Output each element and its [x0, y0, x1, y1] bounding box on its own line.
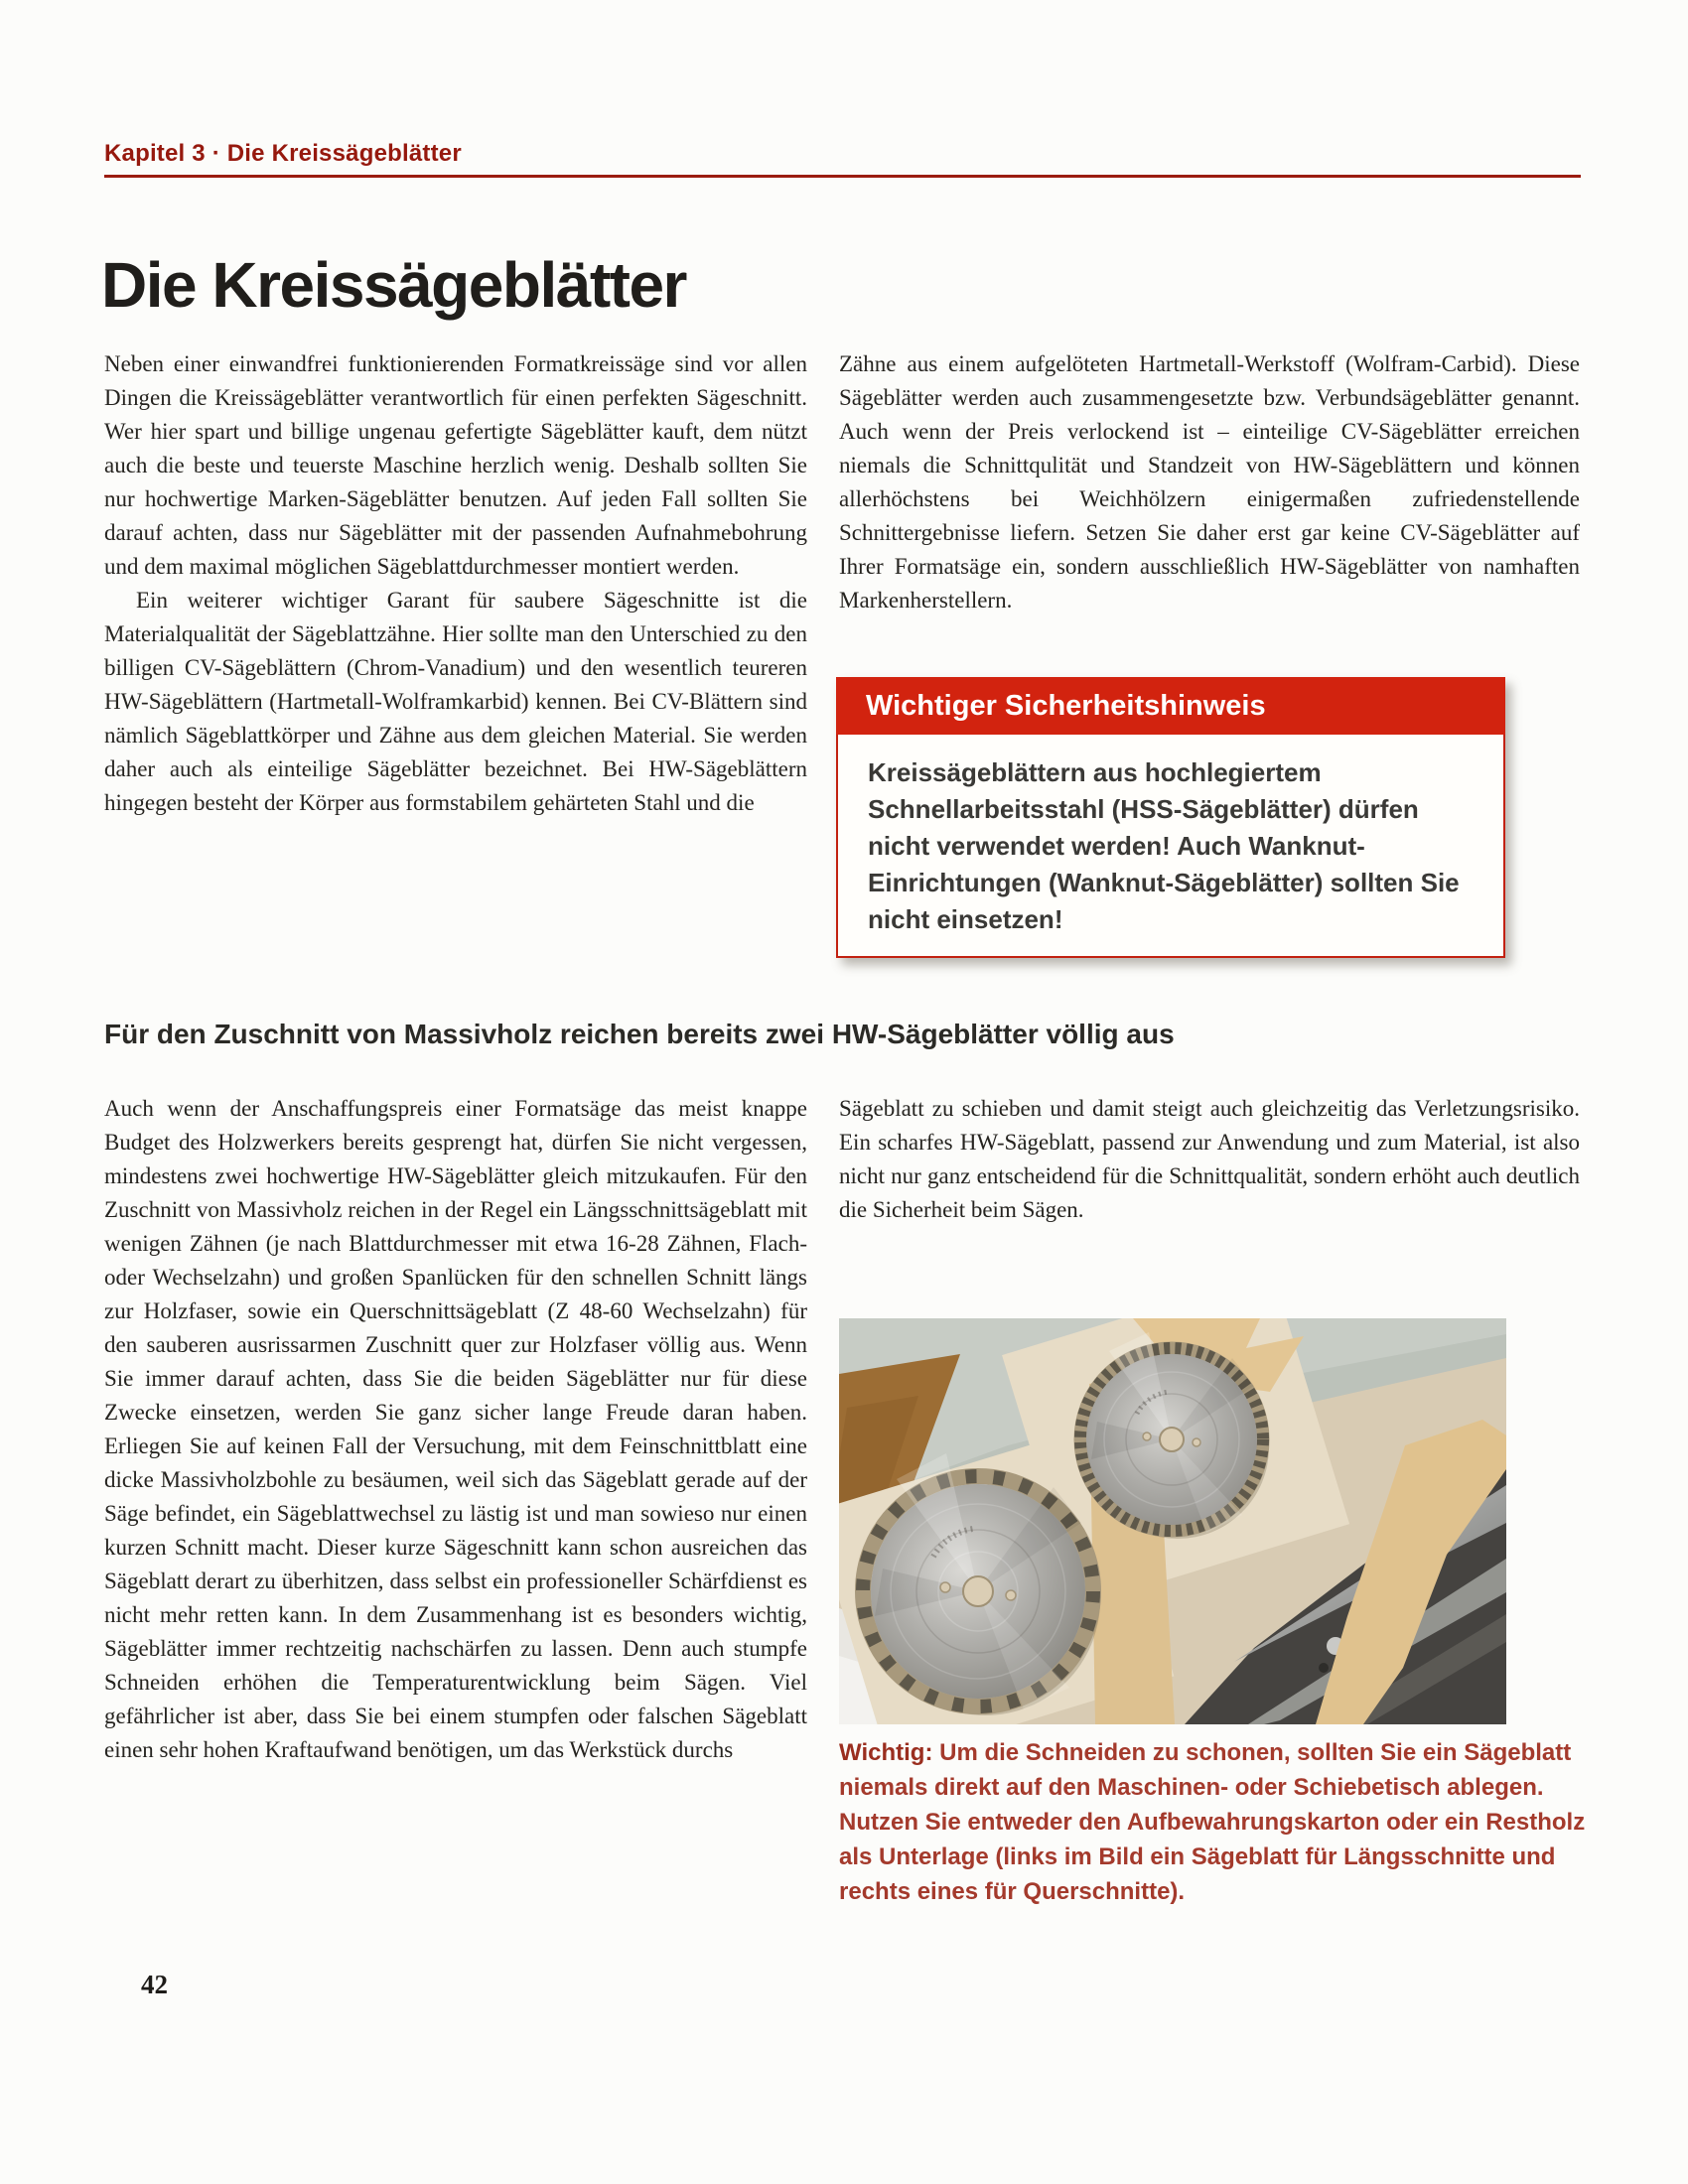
safety-box-body — [836, 735, 1505, 958]
intro-column-left — [104, 347, 807, 820]
figure-caption-label: Wichtig: — [839, 1739, 933, 1766]
figure-caption-text: Um die Schneiden zu schonen, sollten Sie ein Sägeblatt niemals direkt auf den Maschinen- oder Schiebetisch ablegen. Nutzen Sie entweder den Aufbewahrungskarton oder ein Restholz als Unterlage (links im Bild ein Sägeblatt für Längsschnitte und rechts eines für Querschnitte). — [839, 1739, 1586, 1905]
page-title: Die Kreissägeblätter — [101, 249, 686, 321]
safety-notice-box — [836, 677, 1505, 958]
safety-box-text: Kreissägeblättern aus hochlegiertem Schnellarbeitsstahl (HSS-Sägeblätter) dürfen nicht verwendet werden! Auch Wanknut-Einrichtungen (Wanknut-Sägeblätter) sollten Sie nicht einsetzen! — [868, 757, 1460, 934]
intro-paragraph-2: Ein weiterer wichtiger Garant für saubere Sägeschnitte ist die Materialqualität der Sägeblattzähne. Hier sollte man den Unterschied zu den billigen CV-Sägeblättern (Chrom-Vanadium) und den wesentlich teureren HW-Sägeblättern (Hartmetall-Wolframkarbid) kennen. Bei CV-Blättern sind nämlich Sägeblattkörper und Zähne aus dem gleichen Material. Sie werden daher auch als einteilige Sägeblätter bezeichnet. Bei HW-Sägeblättern hingegen besteht der Körper aus formstabilem gehärteten Stahl und die — [104, 588, 807, 815]
figure-caption — [839, 1735, 1590, 1909]
intro-paragraph-1: Neben einer einwandfrei funktionierenden Formatkreissäge sind vor allen Dingen die Kreissägeblätter verantwortlich für einen perfekten Sägeschnitt. Wer hier spart und billige ungenau gefertigte Sägeblätter kauft, dem nützt auch die beste und teuerste Maschine herzlich wenig. Deshalb sollten Sie nur hochwertige Marken-Sägeblätter benutzen. Auf jeden Fall sollten Sie darauf achten, dass nur Sägeblätter mit der passenden Aufnahmebohrung und dem maximal möglichen Sägeblattdurchmesser montiert werden. — [104, 351, 807, 579]
header-rule — [104, 175, 1581, 178]
section-column-right — [839, 1092, 1580, 1227]
safety-box-title: Wichtiger Sicherheitshinweis — [836, 677, 1505, 735]
section-heading: Für den Zuschnitt von Massivholz reichen bereits zwei HW-Sägeblätter völlig aus — [104, 1019, 1175, 1049]
section-paragraph-left: Auch wenn der Anschaffungspreis einer Formatsäge das meist knappe Budget des Holzwerkers bereits gesprengt hat, dürfen Sie nicht vergessen, mindestens zwei hochwertige HW-Sägeblätter gleich mitzukaufen. Für den Zuschnitt von Massivholz reichen in der Regel ein Längsschnittsägeblatt mit wenigen Zähnen (je nach Blattdurchmesser mit etwa 16-28 Zähnen, Flach- oder Wechselzahn) und großen Spanlücken für den schnellen Schnitt längs zur Holzfaser, sowie ein Querschnittsägeblatt (Z 48-60 Wechselzahn) für den sauberen ausrissarmen Zuschnitt quer zur Holzfaser völlig aus. Wenn Sie immer darauf achten, dass Sie die beiden Sägeblätter nur für diese Zwecke einsetzen, werden Sie ganz sicher lange Freude daran haben. Erliegen Sie auf keinen Fall der Versuchung, mit dem Feinschnittblatt eine dicke Massivholzbohle zu besäumen, weil sich das Sägeblatt gerade auf der Säge befindet, ein Sägeblattwechsel zu lästig ist und man sowieso nur einen kurzen Schnitt macht. Dieser kurze Sägeschnitt kann schon ausreichen das Sägeblatt derart zu überhitzen, dass selbst ein professioneller Schärfdienst es nicht mehr retten kann. In dem Zusammenhang ist es besonders wichtig, Sägeblätter immer rechtzeitig nachschärfen zu lassen. Denn auch stumpfe Schneiden erhöhen die Temperaturentwicklung beim Sägen. Viel gefährlicher ist aber, dass Sie bei einem stumpfen oder falschen Sägeblatt einen sehr hohen Kraftaufwand benötigen, um das Werkstück durchs — [104, 1096, 807, 1762]
saw-blades-photo-graphic — [839, 1318, 1506, 1724]
section-paragraph-right: Sägeblatt zu schieben und damit steigt auch gleichzeitig das Verletzungsrisiko. Ein scharfes HW-Sägeblatt, passend zur Anwendung und zum Material, ist also nicht nur ganz entscheidend für die Schnittqualität, sondern erhöht auch deutlich die Sicherheit beim Sägen. — [839, 1096, 1580, 1222]
running-header: Kapitel 3 · Die Kreissägeblätter — [104, 140, 462, 167]
saw-blades-photo — [839, 1318, 1506, 1724]
intro-column-right — [839, 347, 1580, 617]
intro-paragraph-3: Zähne aus einem aufgelöteten Hartmetall-Werkstoff (Wolfram-Carbid). Diese Sägeblätter werden auch zusammengesetzte bzw. Verbundsägeblätter genannt. Auch wenn der Preis verlockend ist – einteilige CV-Sägeblätter erreichen niemals die Schnittqulität und Standzeit von HW-Sägeblättern und können allerhöchstens bei Weichhölzern einigermaßen zufriedenstellende Schnittergebnisse liefern. Setzen Sie daher erst gar keine CV-Sägeblätter auf Ihrer Formatsäge ein, sondern ausschließlich HW-Sägeblätter von namhaften Markenherstellern. — [839, 351, 1580, 613]
section-column-left — [104, 1092, 807, 1767]
page-number: 42 — [141, 1970, 168, 1999]
